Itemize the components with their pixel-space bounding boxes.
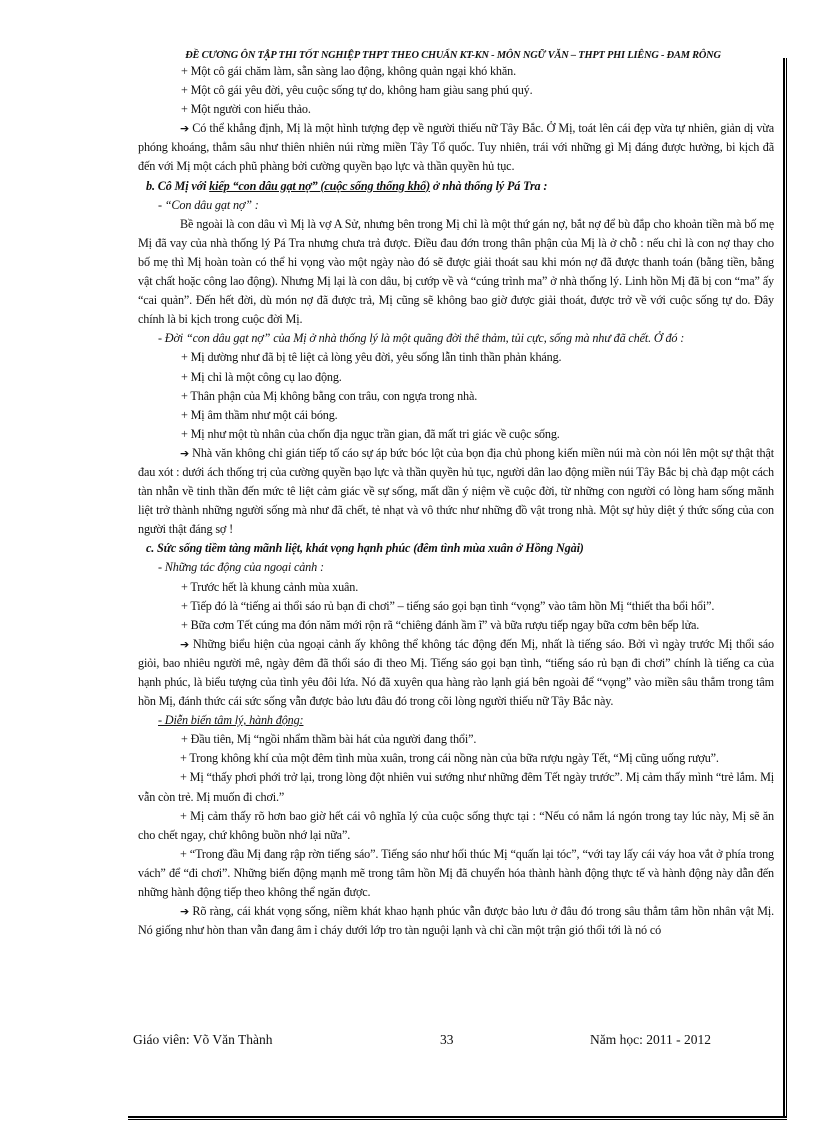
- list-item: + Trước hết là khung cảnh mùa xuân.: [181, 579, 359, 594]
- footer-school-year: Năm học: 2011 - 2012: [590, 1032, 711, 1047]
- page-border-bottom-inner: [128, 1119, 787, 1120]
- list-item: + “Trong đầu Mị đang rập rờn tiếng sáo”. Tiếng sáo như hối thúc Mị “quấn lại tóc”, “với tay lấy cái váy hoa vắt ở phía trong vách” để “đi chơi”. Những biến động mạnh mẽ trong tâm hồn Mị đã chuyển hóa thành hành động thực tế và hành động này dẫn đến những hành động tiếp theo không thể ngăn được.: [138, 846, 774, 900]
- list-item: + Một cô gái yêu đời, yêu cuộc sống tự do, không ham giàu sang phú quý.: [181, 83, 533, 98]
- section-c-heading: c. Sức sống tiềm tàng mãnh liệt, khát vọng hạnh phúc (đêm tình mùa xuân ở Hồng Ngài): [146, 541, 584, 556]
- c1-label: - Những tác động của ngoại cảnh :: [158, 560, 324, 575]
- c2-label: - Diễn biến tâm lý, hành động:: [158, 713, 304, 728]
- list-item: + Một người con hiếu thảo.: [181, 102, 311, 117]
- list-item: + Mị âm thầm như một cái bóng.: [181, 407, 338, 422]
- list-item: + Một cô gái chăm làm, sẵn sàng lao động, không quản ngại khó khăn.: [181, 64, 516, 78]
- page-header: ĐỀ CƯƠNG ÔN TẬP THI TỐT NGHIỆP THPT THEO CHUẨN KT-KN - MÔN NGỮ VĂN – THPT PHI LIÊNG - ĐAM RÔNG: [185, 50, 721, 61]
- list-item: + Mị dường như đã bị tê liệt cả lòng yêu đời, yêu sống lẫn tinh thần phản kháng.: [181, 350, 562, 365]
- list-item: + Mị cảm thấy rõ hơn bao giờ hết cái vô nghĩa lý của cuộc sống thực tại : “Nếu có nắm lá ngón trong tay lúc này, Mị sẽ ăn cho chết ngay, chứ không buồn nhớ lại nữa”.: [138, 808, 774, 842]
- list-item: + Mị “thấy phơi phới trở lại, trong lòng đột nhiên vui sướng như những đêm Tết ngày trước”. Mị cảm thấy mình “trẻ lắm. Mị vẫn còn trẻ. Mị muốn đi chơi.”: [138, 770, 774, 804]
- section-b-heading: b. Cô Mị với kiếp “con dâu gạt nợ” (cuộc sống thống khổ) ở nhà thống lý Pá Tra :: [146, 178, 548, 193]
- list-item: + Mị chỉ là một công cụ lao động.: [181, 369, 342, 384]
- list-item: + Bữa cơm Tết cúng ma đón năm mới rộn rã “chiêng đánh ầm ĩ” và bữa rượu tiếp ngay bữa cơm bên bếp lửa.: [181, 617, 700, 632]
- footer-page-number: 33: [440, 1032, 454, 1047]
- arrow-icon: ➔: [180, 122, 190, 136]
- b1-paragraph: Bề ngoài là con dâu vì Mị là vợ A Sử, nhưng bên trong Mị chỉ là một thứ gán nợ, bắt nợ để bù đắp cho khoản tiền mà bố mẹ Mị đã vay của nhà thống lý Pá Tra nhưng chưa trả được. Điều đau đớn trong thân phận của Mị là ở chỗ : nếu chỉ là con nợ thay cho bố mẹ thì Mị hoàn toàn có thể hi vọng vào một ngày nào đó sẽ được giải thoát sau khi món nợ đã được thanh toán (bằng tiền, bằng vật chất hoặc công lao động). Nhưng Mị lại là con dâu, bị cướp về và “cúng trình ma” ở nhà thống lý. Linh hồn Mị đã bị con “ma” ấy “cai quản”. Đến hết đời, dù món nợ đã được trả, Mị cũng sẽ không bao giờ được giải thoát, được trở về với cuộc sống tự do. Đây chính là bi kịch trong cuộc đời Mị.: [138, 216, 774, 327]
- page-border-right: [783, 58, 785, 1118]
- document-page: [138, 50, 774, 940]
- conclusion-paragraph: ➔ Nhà văn không chỉ gián tiếp tố cáo sự áp bức bóc lột của bọn địa chủ phong kiến miền núi mà còn nói lên một sự thật thật đau xót : dưới ách thống trị của cường quyền bạo lực và thần quyền hủ tục, người dân lao động miền núi Tây Bắc bị chà đạp một cách tàn nhẫn về tinh thần đến mức tê liệt cảm giác về sự sống, mất dần ý niệm về cuộc đời, từ những con người có lòng ham sống mãnh liệt trở thành những người sống mà như đã chết, tẻ nhạt và vô thức như những đồ vật trong nhà. Một sự hủy diệt ý thức sống của con người thật đáng sợ !: [138, 445, 774, 537]
- arrow-icon: ➔: [180, 637, 190, 651]
- b1-label: - “Con dâu gạt nợ” :: [158, 197, 259, 212]
- list-item: + Thân phận của Mị không bằng con trâu, con ngựa trong nhà.: [181, 388, 478, 403]
- b2-label: - Đời “con dâu gạt nợ” của Mị ở nhà thống lý là một quãng đời thê thảm, tủi cực, sống mà như đã chết. Ở đó :: [158, 331, 685, 346]
- arrow-icon: ➔: [180, 905, 190, 919]
- footer-teacher: Giáo viên: Võ Văn Thành: [133, 1032, 273, 1047]
- list-item: + Tiếp đó là “tiếng ai thổi sáo rủ bạn đi chơi” – tiếng sáo gọi bạn tình “vọng” vào tâm hồn Mị “thiết tha bổi hổi”.: [181, 598, 715, 613]
- page-border-bottom: [128, 1116, 787, 1118]
- conclusion-paragraph: ➔ Những biểu hiện của ngoại cảnh ấy không thể không tác động đến Mị, nhất là tiếng sáo. Bởi vì ngày trước Mị thổi sáo giỏi, bao nhiêu người mê, ngày đêm đã thổi sáo đi theo Mị. Tiếng sáo gọi bạn tình, “tiếng sáo rủ bạn đi chơi” chính là tiếng ca của hạnh phúc, là biểu tượng của tình yêu đôi lứa. Nó đã xuyên qua hàng rào lạnh giá bên ngoài để “vọng” vào miền sâu thẳm trong tâm hồn Mị, đánh thức cái sức sống vẫn được bảo lưu đâu đó trong cõi lòng người thiếu nữ Tây Bắc này.: [138, 636, 774, 709]
- list-item: + Đầu tiên, Mị “ngồi nhẩm thầm bài hát của người đang thổi”.: [181, 732, 477, 747]
- arrow-icon: ➔: [180, 446, 190, 460]
- list-item: + Trong không khí của một đêm tình mùa xuân, trong cái nồng nàn của bữa rượu ngày Tết, “Mị cũng uống rượu”.: [180, 751, 719, 766]
- conclusion-paragraph: ➔ Có thể khẳng định, Mị là một hình tượng đẹp về người thiếu nữ Tây Bắc. Ở Mị, toát lên cái đẹp vừa tự nhiên, giản dị vừa phóng khoáng, thẳm sâu như thiên nhiên núi rừng miền Tây Tổ quốc. Tuy nhiên, trái với những gì Mị đáng được hưởng, bi kịch đã đến với Mị một cách phũ phàng bởi cường quyền bạo lực và thần quyền hủ tục.: [138, 121, 774, 174]
- page-border-right-inner: [786, 58, 787, 1118]
- list-item: + Mị như một tù nhân của chốn địa ngục trần gian, đã mất tri giác về cuộc sống.: [181, 426, 560, 441]
- conclusion-paragraph: ➔ Rõ ràng, cái khát vọng sống, niềm khát khao hạnh phúc vẫn được bảo lưu ở đâu đó trong sâu thẳm tâm hồn nhân vật Mị. Nó giống như hòn than vẫn đang âm ỉ cháy dưới lớp tro tàn nguội lạnh và chỉ cần một trận gió thổi tới là nó có: [138, 904, 774, 938]
